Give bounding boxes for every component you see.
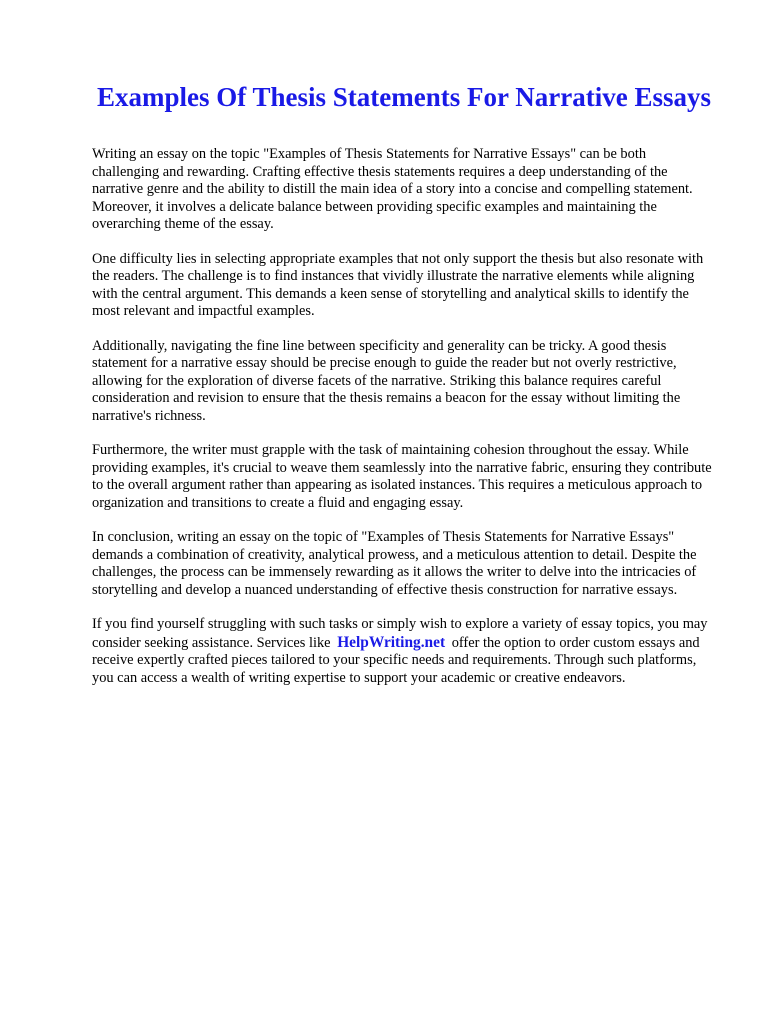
paragraph-examples: One difficulty lies in selecting appropriate examples that not only support the thesis but also resonate with the readers. The challenge is to find instances that vividly illustrate the narrative elements while aligning with the central argument. This demands a keen sense of storytelling and analytical skills to identify the most relevant and impactful examples. [92,250,704,319]
assistance-text-after: offer the option to order custom essays and receive expertly crafted pieces tailored to your specific needs and requirements. Through such platforms, you can access a wealth of writing expertise to support your academic or creative endeavors. [92,634,700,686]
paragraph-cohesion: Furthermore, the writer must grapple with the task of maintaining cohesion throughout the essay. While providing examples, it's crucial to weave them seamlessly into the narrative fabric, ensuring they contribute to the overall argument rather than appearing as isolated instances. This requires a meticulous approach to organization and transitions to create a fluid and engaging essay. [92,442,712,511]
document-title: Examples Of Thesis Statements For Narrative Essays [97,82,711,112]
paragraph-intro: Writing an essay on the topic "Examples of Thesis Statements for Narrative Essays" can be both challenging and rewarding. Crafting effective thesis statements requires a deep understanding of the narrative genre and the ability to distill the main idea of a story into a concise and compelling statement. Moreover, it involves a delicate balance between providing specific examples and maintaining the overarching theme of the essay. [92,146,693,232]
paragraph-conclusion: In conclusion, writing an essay on the topic of "Examples of Thesis Statements for Narrative Essays" demands a combination of creativity, analytical prowess, and a meticulous attention to detail. Despite the challenges, the process can be immensely rewarding as it allows the writer to delve into the intricacies of storytelling and develop a nuanced understanding of effective thesis construction for narrative essays. [92,529,697,598]
helpwriting-link[interactable]: HelpWriting.net [337,633,446,651]
assistance-text-before: If you find yourself struggling with such tasks or simply wish to explore a variety of essay topics, you may consider seeking assistance. Services like [92,616,708,651]
paragraph-specificity: Additionally, navigating the fine line between specificity and generality can be tricky. A good thesis statement for a narrative essay should be precise enough to guide the reader but not overly restrictive, allowing for the exploration of diverse facets of the narrative. Striking this balance requires careful consideration and revision to ensure that the thesis remains a beacon for the essay without limiting the narrative's richness. [92,337,681,424]
paragraph-assistance [92,616,716,687]
